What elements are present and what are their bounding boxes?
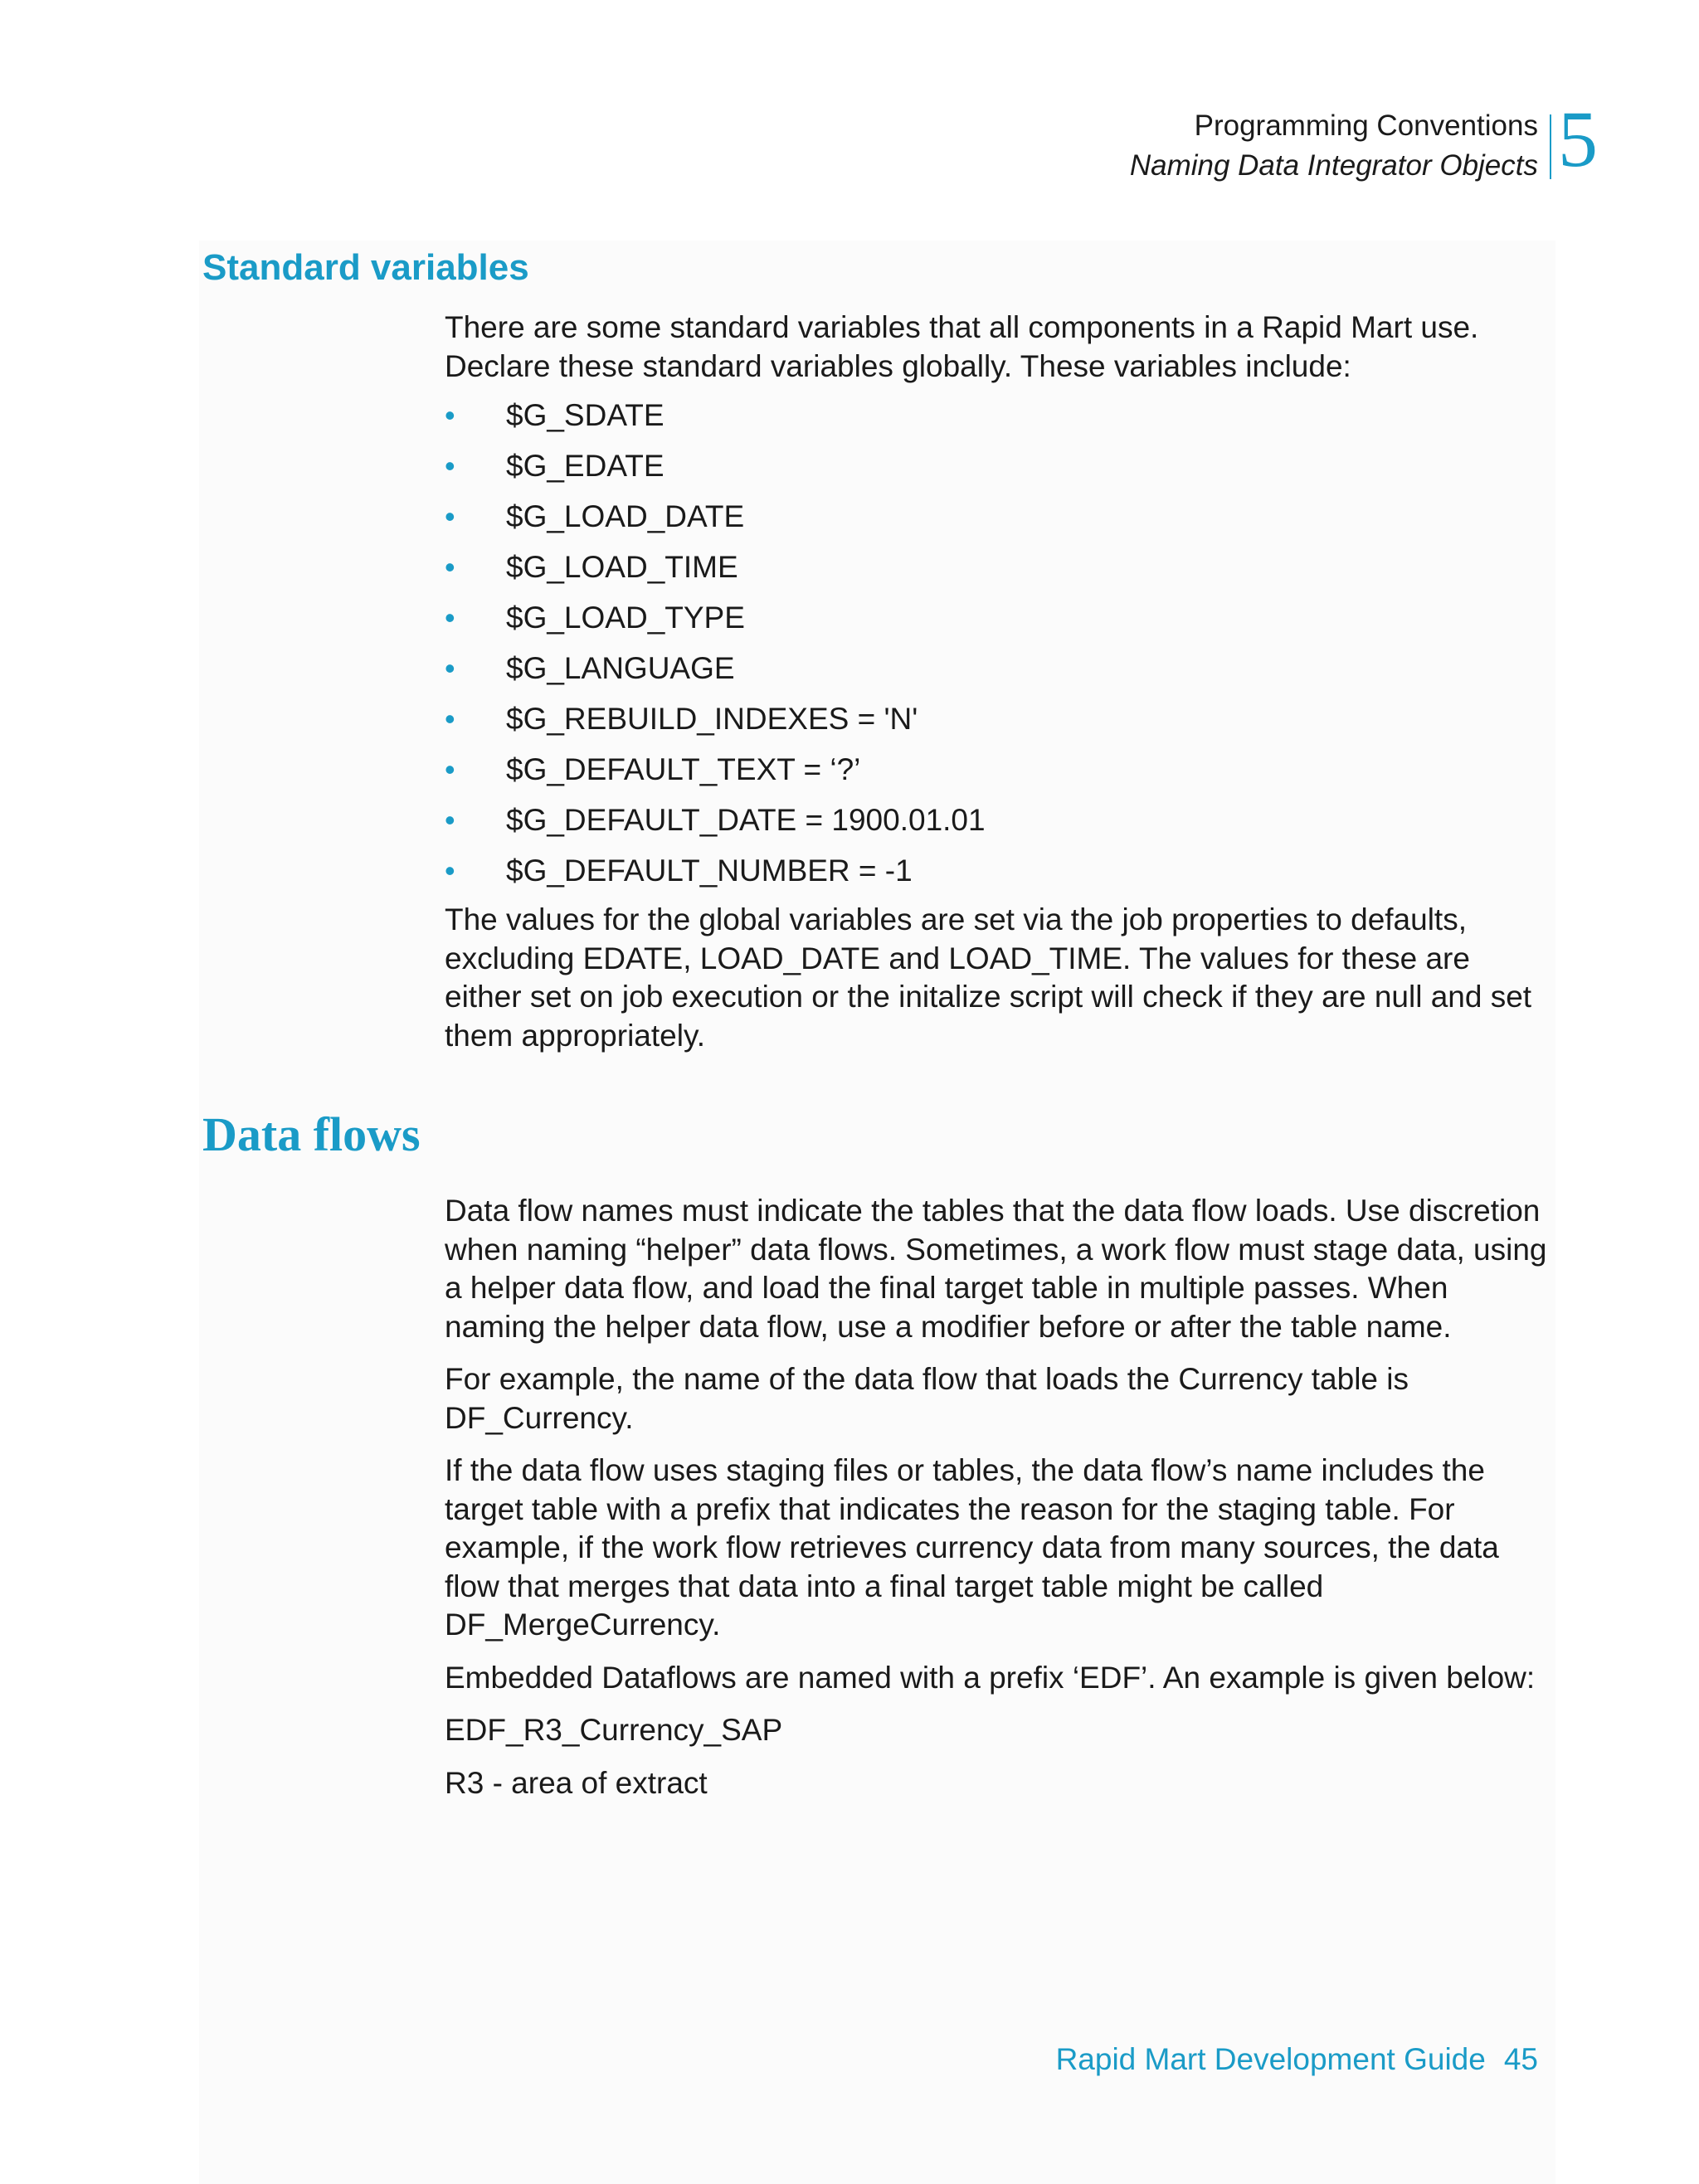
data-flows-paragraph: Data flow names must indicate the tables that the data flow loads. Use discretion when naming “helper” data flows. Sometimes, a work flow must stage data, using a helper data flow, and load the final target table in multiple passes. When naming the helper data flow, use a modifier before or after the table name.	[445, 1194, 1547, 1344]
bullet-icon: •	[445, 803, 455, 837]
bullet-icon: •	[445, 601, 455, 635]
list-item: • $G_SDATE	[445, 390, 1548, 440]
guide-title: Rapid Mart Development Guide	[1055, 2042, 1486, 2076]
page-number: 45	[1503, 2042, 1538, 2076]
chapter-title: Programming Conventions	[1194, 109, 1538, 142]
bullet-icon: •	[445, 651, 455, 685]
page-footer	[1056, 2042, 1538, 2077]
chapter-number: 5	[1558, 95, 1598, 183]
bullet-icon: •	[445, 499, 455, 533]
bullet-icon: •	[445, 752, 455, 786]
bullet-icon: •	[445, 398, 455, 432]
standard-variables-heading: Standard variables	[202, 247, 529, 288]
list-item: • $G_LOAD_DATE	[445, 491, 1548, 542]
data-flows-paragraph: If the data flow uses staging files or tables, the data flow’s name includes the target table with a prefix that indicates the reason for the staging table. For example, if the work flow retrieves currency data from many sources, the data flow that merges that data into a final target table might be called DF_MergeCurrency.	[445, 1453, 1499, 1642]
list-item: • $G_REBUILD_INDEXES = 'N'	[445, 693, 1548, 744]
list-item: • $G_LOAD_TYPE	[445, 592, 1548, 643]
standard-variables-intro: There are some standard variables that all components in a Rapid Mart use. Declare these standard variables globally. These variables include:	[445, 310, 1479, 383]
bullet-icon: •	[445, 550, 455, 584]
bullet-icon: •	[445, 854, 455, 888]
bullet-icon: •	[445, 449, 455, 483]
section-title: Naming Data Integrator Objects	[1129, 149, 1538, 182]
list-item: • $G_DEFAULT_TEXT = ‘?’	[445, 744, 1548, 795]
variables-list	[445, 390, 1548, 896]
header-divider	[1550, 114, 1551, 179]
standard-variables-section	[445, 309, 1548, 1055]
data-flows-heading: Data flows	[202, 1107, 421, 1161]
example-explanation: R3 - area of extract	[445, 1765, 708, 1800]
list-item: • $G_EDATE	[445, 440, 1548, 491]
list-item: • $G_LANGUAGE	[445, 643, 1548, 693]
list-item: • $G_LOAD_TIME	[445, 542, 1548, 592]
standard-variables-closing: The values for the global variables are set via the job properties to defaults, excluding EDATE, LOAD_DATE and LOAD_TIME. The values for these are either set on job execution or the initalize script will check if they are null and set them appropriately.	[445, 902, 1532, 1053]
bullet-icon: •	[445, 702, 455, 736]
list-item: • $G_DEFAULT_DATE = 1900.01.01	[445, 795, 1548, 845]
example-name: EDF_R3_Currency_SAP	[445, 1713, 783, 1747]
data-flows-section	[445, 1192, 1548, 1802]
list-item: • $G_DEFAULT_NUMBER = -1	[445, 845, 1548, 896]
data-flows-paragraph: For example, the name of the data flow that loads the Currency table is DF_Currency.	[445, 1362, 1409, 1435]
running-header	[1130, 106, 1538, 186]
data-flows-paragraph: Embedded Dataflows are named with a prefix ‘EDF’. An example is given below:	[445, 1660, 1536, 1695]
